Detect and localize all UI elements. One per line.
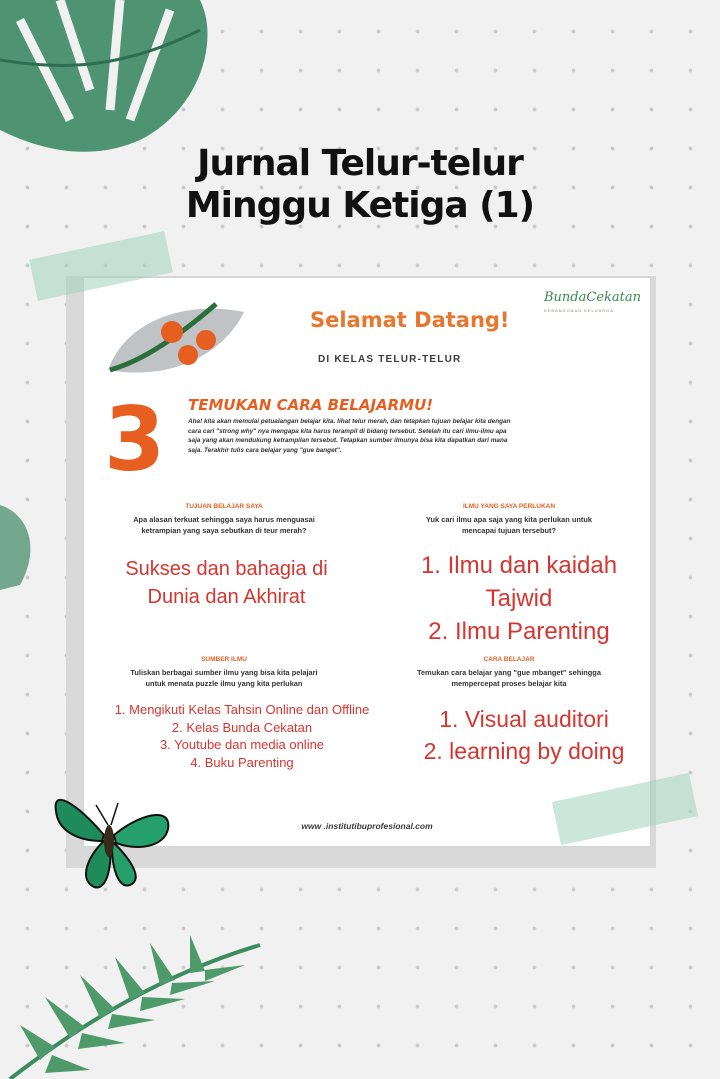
page-title	[0, 143, 720, 227]
ilmu-question-line1: Yuk cari ilmu apa saja yang kita perlukan untuk	[426, 515, 592, 524]
ilmu-answer-2: Tajwid	[485, 585, 553, 612]
tujuan-answer-line1: Sukses dan bahagia di	[125, 558, 328, 580]
ilmu-answer	[374, 549, 664, 648]
class-subtitle: DI KELAS TELUR-TELUR	[318, 354, 462, 365]
cara-answer-1: 1. Visual auditori	[439, 706, 609, 732]
tujuan-question	[104, 514, 344, 536]
cara-question-line2: mempercepat proses belajar kita	[451, 679, 567, 688]
tujuan-heading: TUJUAN BELAJAR SAYA	[185, 503, 263, 510]
sumber-question-line1: Tuliskan berbagai sumber ilmu yang bisa kita pelajari	[130, 668, 318, 677]
sumber-answer-1: 1. Mengikuti Kelas Tahsin Online dan Offline	[114, 702, 370, 717]
brand-tagline: KEBANGGAAN KELUARGA	[544, 308, 614, 313]
ilmu-heading: ILMU YANG SAYA PERLUKAN	[462, 503, 556, 510]
sumber-heading: SUMBER ILMU	[201, 656, 247, 663]
sumber-answer-3: 3. Youtube dan media online	[159, 737, 325, 752]
tujuan-question-line1: Apa alasan terkuat sehingga saya harus menguasai	[133, 515, 315, 524]
footer-url: www .institutibuprofesional.com	[301, 821, 433, 831]
tujuan-question-line2: ketrampian yang saya sebutkan di teur merah?	[141, 526, 307, 535]
cara-heading: CARA BELAJAR	[483, 656, 535, 663]
sumber-question	[94, 667, 354, 689]
step-number: 3	[104, 388, 166, 491]
welcome-heading: Selamat Datang!	[310, 308, 510, 332]
cara-question-line1: Temukan cara belajar yang "gue mbanget" sehingga	[417, 668, 601, 677]
step-description: Aha! kita akan memulai petualangan belajar kita. lihat telur merah, dan tetapkan tujuan belajar kita dengan cara cari "strong why" nya mengapa kita harus terampil di bidang tersebut. Setelah itu cari ilmu-ilmu apa saja yang akan mendukung ketrampilan tersebut. Tetapkan sumber ilmunya bisa kita dapatkan dari mana saja. Terakhir tulis cara belajar yang "gue banget".	[188, 418, 511, 454]
butterfly-icon	[48, 775, 178, 895]
step-title: TEMUKAN CARA BELAJARMU!	[188, 396, 434, 414]
ilmu-question	[384, 514, 634, 536]
title-line-1: Jurnal Telur-telur	[197, 143, 523, 184]
fern-leaf-icon	[0, 935, 290, 1079]
cara-answer-2: 2. learning by doing	[423, 738, 625, 764]
side-leaf-icon	[0, 495, 40, 595]
cara-answer	[394, 703, 654, 767]
sumber-answer-2: 2. Kelas Bunda Cekatan	[171, 719, 313, 735]
ilmu-answer-3: 2. Ilmu Parenting	[428, 618, 610, 645]
monstera-leaf-icon	[0, 0, 230, 160]
tujuan-answer-line2: Dunia dan Akhirat	[147, 586, 306, 608]
eggs-leaf-icon	[106, 300, 246, 382]
cara-question	[384, 667, 634, 689]
sumber-question-line2: untuk menata puzzle ilmu yang kita perlukan	[145, 679, 303, 688]
ilmu-answer-1: 1. Ilmu dan kaidah	[420, 552, 618, 579]
worksheet-card	[84, 278, 650, 846]
sumber-answer-4: 4. Buku Parenting	[190, 754, 294, 770]
title-line-2: Minggu Ketiga (1)	[185, 185, 535, 226]
tujuan-answer	[84, 555, 369, 611]
sumber-answer	[84, 701, 400, 771]
ilmu-question-line2: mencapai tujuan tersebut?	[461, 526, 557, 535]
brand-logo: BundaCekatan	[544, 290, 641, 305]
